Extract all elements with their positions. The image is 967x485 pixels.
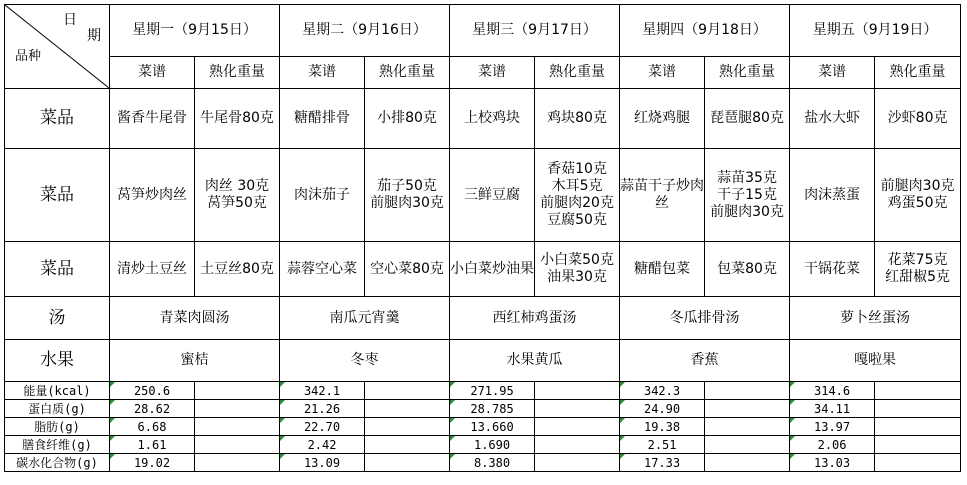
dish-weight: [875, 242, 961, 297]
weight-subheading: 熟化重量: [705, 56, 790, 88]
soup-item: 南瓜元宵羹: [280, 297, 450, 340]
dish-weight: 牛尾骨80克: [195, 89, 280, 149]
nutrition-value: 2.51: [620, 436, 705, 454]
nutrition-value: 19.38: [620, 418, 705, 436]
corner-header-cell: [5, 5, 110, 89]
menu-subheading: 菜谱: [280, 56, 365, 88]
fruit-item: 香蕉: [620, 340, 790, 382]
dish-name: 糖醋包菜: [620, 242, 705, 297]
nutrition-label: 脂肪(g): [5, 418, 110, 436]
empty-cell: [195, 436, 280, 454]
dish-name: 干锅花菜: [790, 242, 875, 297]
weight-line: 前腿肉30克: [370, 195, 444, 211]
nutrition-value: 1.61: [110, 436, 195, 454]
menu-subheading: 菜谱: [620, 56, 705, 88]
weight-subheading: 熟化重量: [535, 56, 620, 88]
empty-cell: [535, 454, 620, 472]
weight-line: 花菜75克: [887, 252, 948, 268]
weight-subheading: 熟化重量: [365, 56, 450, 88]
date-label-char-1: 日: [63, 12, 77, 28]
dish-row: [5, 89, 961, 149]
empty-cell: [705, 454, 790, 472]
empty-cell: [535, 436, 620, 454]
nutrition-label: 能量(kcal): [5, 382, 110, 400]
empty-cell: [535, 418, 620, 436]
weight-line: 红甜椒5克: [885, 269, 951, 285]
nutrition-row: [5, 400, 961, 418]
day-heading-mon: 星期一（9月15日）: [110, 5, 280, 57]
nutrition-value: 21.26: [280, 400, 365, 418]
nutrition-value: 342.1: [280, 382, 365, 400]
menu-sheet: [4, 4, 961, 472]
empty-cell: [705, 436, 790, 454]
nutrition-row: [5, 382, 961, 400]
dish-weight: 空心菜80克: [365, 242, 450, 297]
nutrition-value: 22.70: [280, 418, 365, 436]
empty-cell: [705, 400, 790, 418]
weight-subheading: 熟化重量: [195, 56, 280, 88]
dish-name: 小白菜炒油果: [450, 242, 535, 297]
dish-row-label: 菜品: [5, 89, 110, 149]
nutrition-value: 250.6: [110, 382, 195, 400]
soup-item: 萝卜丝蛋汤: [790, 297, 961, 340]
weight-line: 蒜苗35克: [717, 169, 777, 186]
nutrition-value: 13.660: [450, 418, 535, 436]
dish-weight: 土豆丝80克: [195, 242, 280, 297]
empty-cell: [875, 436, 961, 454]
dish-name: 上校鸡块: [450, 89, 535, 149]
dish-weight: [535, 149, 620, 242]
weight-line: 鸡蛋50克: [887, 195, 948, 211]
nutrition-value: 342.3: [620, 382, 705, 400]
menu-subheading: 菜谱: [110, 56, 195, 88]
weight-line: 豆腐50克: [547, 212, 607, 228]
dish-weight: [195, 149, 280, 242]
day-heading-fri: 星期五（9月19日）: [790, 5, 961, 57]
empty-cell: [875, 418, 961, 436]
weekly-menu-table: [4, 4, 961, 472]
nutrition-row: [5, 436, 961, 454]
dish-name: 红烧鸡腿: [620, 89, 705, 149]
nutrition-value: 17.33: [620, 454, 705, 472]
day-heading-row: [5, 5, 961, 57]
fruit-item: 水果黄瓜: [450, 340, 620, 382]
dish-name: 酱香牛尾骨: [110, 89, 195, 149]
weight-line: 莴笋50克: [207, 195, 267, 211]
empty-cell: [365, 454, 450, 472]
weight-line: 前腿肉30克: [710, 203, 784, 220]
empty-cell: [875, 382, 961, 400]
nutrition-value: 24.90: [620, 400, 705, 418]
nutrition-value: 314.6: [790, 382, 875, 400]
soup-row-label: 汤: [5, 297, 110, 340]
dish-name: 三鲜豆腐: [450, 149, 535, 242]
fruit-item: 蜜桔: [110, 340, 280, 382]
dish-weight: 小排80克: [365, 89, 450, 149]
nutrition-value: 28.785: [450, 400, 535, 418]
soup-row: [5, 297, 961, 340]
day-heading-tue: 星期二（9月16日）: [280, 5, 450, 57]
empty-cell: [195, 382, 280, 400]
weight-line: 前腿肉20克: [540, 195, 614, 211]
date-label-char-2: 期: [87, 28, 101, 44]
weight-line: 前腿肉30克: [880, 178, 955, 194]
empty-cell: [195, 418, 280, 436]
fruit-item: 冬枣: [280, 340, 450, 382]
weight-line: 肉丝 30克: [204, 178, 270, 194]
date-label: [63, 10, 101, 46]
empty-cell: [365, 436, 450, 454]
nutrition-value: 1.690: [450, 436, 535, 454]
day-heading-wed: 星期三（9月17日）: [450, 5, 620, 57]
menu-subheading: 菜谱: [450, 56, 535, 88]
weight-line: 小白菜50克: [540, 252, 614, 268]
nutrition-label: 膳食纤维(g): [5, 436, 110, 454]
dish-weight: [365, 149, 450, 242]
soup-item: 冬瓜排骨汤: [620, 297, 790, 340]
soup-item: 西红柿鸡蛋汤: [450, 297, 620, 340]
nutrition-value: 13.09: [280, 454, 365, 472]
empty-cell: [875, 454, 961, 472]
fruit-row-label: 水果: [5, 340, 110, 382]
dish-name: 蒜苗干子炒肉丝: [620, 149, 705, 242]
empty-cell: [535, 382, 620, 400]
nutrition-value: 34.11: [790, 400, 875, 418]
nutrition-value: 19.02: [110, 454, 195, 472]
dish-name: 肉沫蒸蛋: [790, 149, 875, 242]
menu-subheading: 菜谱: [790, 56, 875, 88]
nutrition-row: [5, 454, 961, 472]
empty-cell: [705, 382, 790, 400]
nutrition-label: 蛋白质(g): [5, 400, 110, 418]
empty-cell: [365, 382, 450, 400]
nutrition-row: [5, 418, 961, 436]
empty-cell: [365, 400, 450, 418]
empty-cell: [365, 418, 450, 436]
dish-name: 肉沫茄子: [280, 149, 365, 242]
weight-subheading: 熟化重量: [875, 56, 961, 88]
dish-name: 蒜蓉空心菜: [280, 242, 365, 297]
dish-weight: [875, 149, 961, 242]
fruit-item: 嘎啦果: [790, 340, 961, 382]
nutrition-value: 2.06: [790, 436, 875, 454]
category-label: 品种: [15, 49, 42, 64]
nutrition-value: 271.95: [450, 382, 535, 400]
soup-item: 青菜肉圆汤: [110, 297, 280, 340]
weight-line: 香菇10克: [547, 161, 607, 177]
dish-name: 莴笋炒肉丝: [110, 149, 195, 242]
dish-weight: 包菜80克: [705, 242, 790, 297]
weight-line: 干子15克: [717, 186, 777, 203]
dish-weight: [535, 242, 620, 297]
nutrition-value: 6.68: [110, 418, 195, 436]
nutrition-value: 28.62: [110, 400, 195, 418]
dish-weight: [705, 149, 790, 242]
nutrition-label: 碳水化合物(g): [5, 454, 110, 472]
fruit-row: [5, 340, 961, 382]
column-subheading-row: [5, 56, 961, 88]
dish-name: 糖醋排骨: [280, 89, 365, 149]
empty-cell: [195, 400, 280, 418]
dish-row: [5, 149, 961, 242]
dish-weight: 沙虾80克: [875, 89, 961, 149]
dish-name: 清炒土豆丝: [110, 242, 195, 297]
dish-row: [5, 242, 961, 297]
nutrition-value: 8.380: [450, 454, 535, 472]
empty-cell: [705, 418, 790, 436]
nutrition-value: 13.97: [790, 418, 875, 436]
dish-row-label: 菜品: [5, 149, 110, 242]
dish-weight: 鸡块80克: [535, 89, 620, 149]
empty-cell: [195, 454, 280, 472]
dish-row-label: 菜品: [5, 242, 110, 297]
weight-line: 木耳5克: [551, 178, 603, 194]
dish-weight: 琵琶腿80克: [705, 89, 790, 149]
nutrition-value: 2.42: [280, 436, 365, 454]
empty-cell: [875, 400, 961, 418]
weight-line: 油果30克: [547, 269, 607, 285]
day-heading-thu: 星期四（9月18日）: [620, 5, 790, 57]
empty-cell: [535, 400, 620, 418]
dish-name: 盐水大虾: [790, 89, 875, 149]
weight-line: 茄子50克: [377, 178, 437, 194]
nutrition-value: 13.03: [790, 454, 875, 472]
